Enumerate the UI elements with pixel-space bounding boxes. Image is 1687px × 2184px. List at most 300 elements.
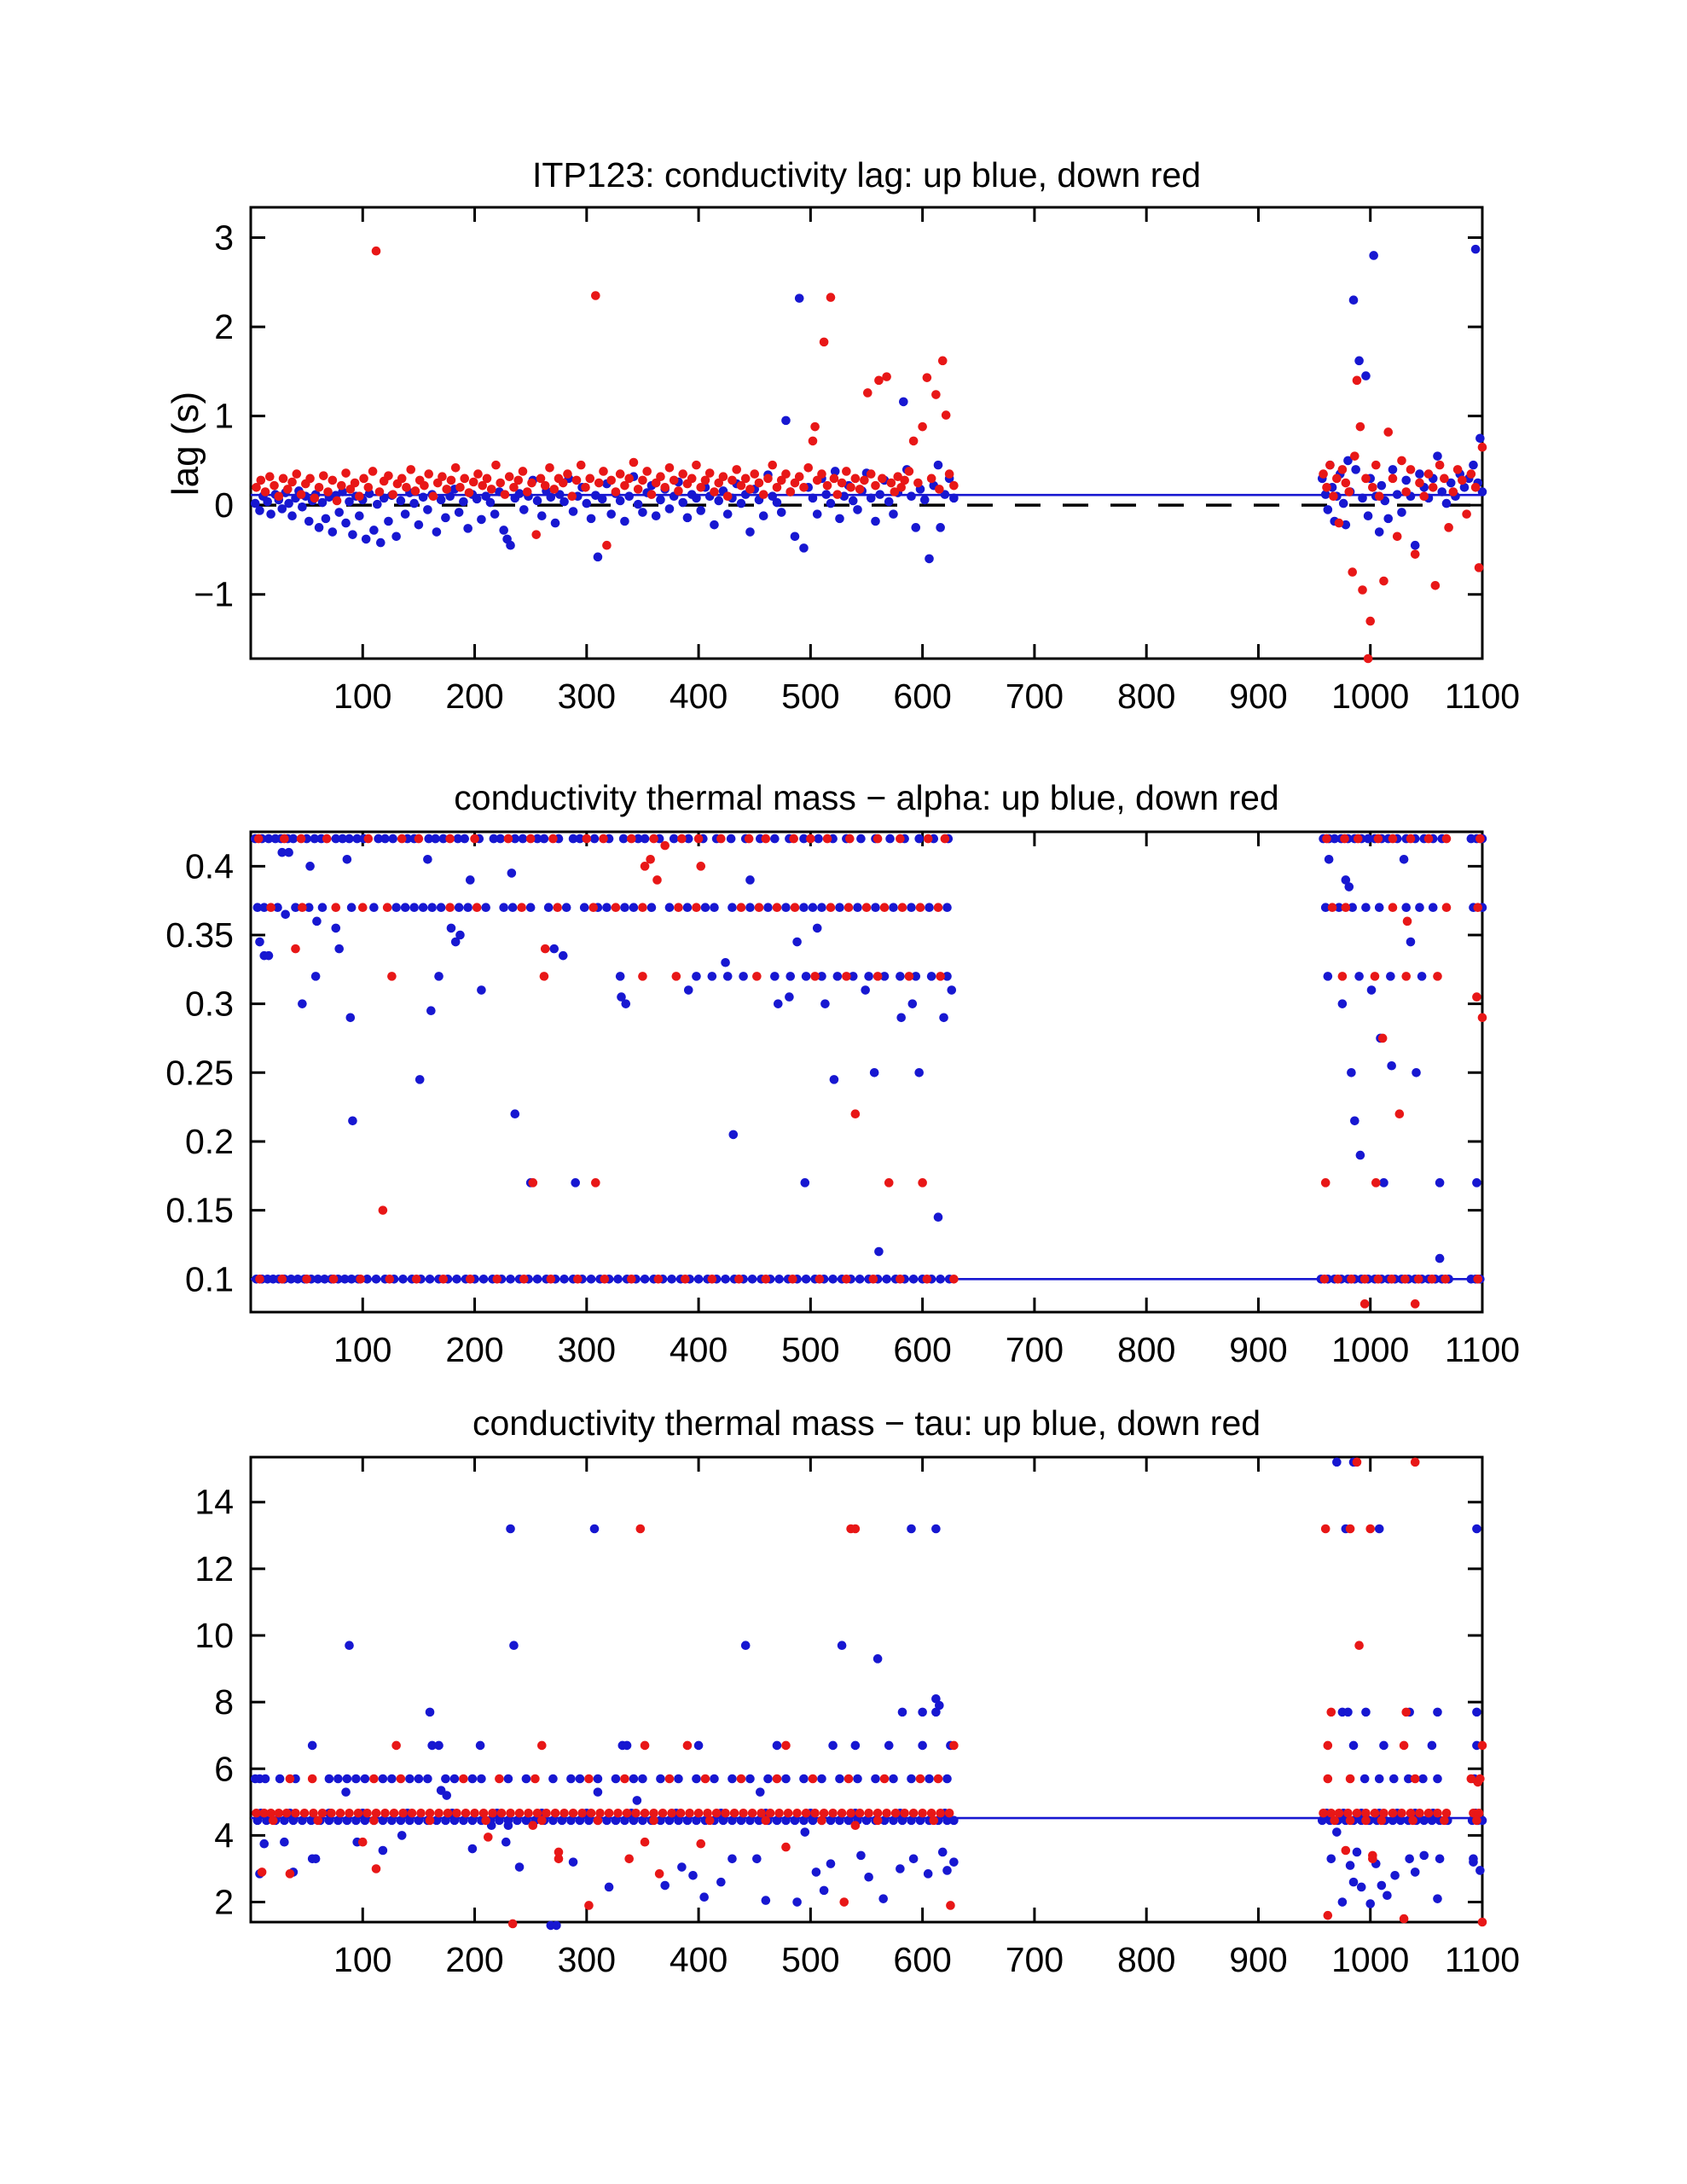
down-marker (1473, 903, 1482, 912)
up-marker (802, 1275, 811, 1284)
down-marker (905, 467, 914, 476)
down-marker (1335, 519, 1344, 528)
down-marker (750, 469, 759, 479)
up-marker (1433, 1708, 1442, 1717)
up-marker (801, 1827, 810, 1837)
down-marker (1365, 617, 1375, 626)
up-marker (511, 1109, 520, 1118)
down-marker (880, 1774, 890, 1784)
down-marker (838, 1809, 847, 1818)
up-marker (763, 1774, 773, 1784)
up-marker (559, 1275, 569, 1284)
up-marker (401, 903, 410, 912)
down-marker (473, 469, 483, 479)
x-tick-label: 800 (1116, 1330, 1176, 1369)
up-marker (459, 497, 468, 507)
x-tick-label: 300 (557, 1940, 617, 1979)
up-marker (914, 834, 924, 844)
up-marker (1406, 938, 1416, 947)
up-marker (633, 1796, 642, 1805)
up-marker (1354, 357, 1364, 366)
down-marker (913, 479, 923, 488)
up-marker (1435, 1178, 1445, 1188)
down-marker (266, 903, 275, 912)
down-marker (638, 972, 647, 981)
down-marker (773, 1774, 782, 1784)
x-tick-label: 900 (1229, 1940, 1288, 1979)
up-marker (379, 1774, 388, 1784)
up-marker (468, 1844, 478, 1854)
down-marker (537, 1816, 547, 1826)
up-marker (594, 1774, 603, 1784)
up-marker (409, 903, 419, 912)
up-marker (1475, 1866, 1485, 1875)
down-marker (380, 1809, 390, 1818)
up-marker (479, 1275, 489, 1284)
down-marker (851, 1525, 861, 1534)
down-marker (638, 476, 647, 485)
down-marker (506, 1809, 515, 1818)
down-marker (461, 1809, 471, 1818)
down-marker (559, 479, 568, 488)
down-marker (687, 474, 697, 484)
down-marker (842, 1275, 851, 1284)
x-tick-label: 800 (1116, 677, 1176, 716)
up-marker (1367, 985, 1377, 995)
down-marker (517, 903, 526, 912)
up-marker (312, 917, 322, 926)
down-marker (1325, 461, 1335, 470)
down-marker (1433, 1809, 1442, 1818)
down-marker (788, 1275, 797, 1284)
up-marker (351, 1774, 361, 1784)
down-marker (406, 465, 415, 474)
down-marker (909, 437, 919, 446)
down-marker (434, 1809, 443, 1818)
down-marker (594, 479, 604, 488)
down-marker (583, 834, 592, 844)
up-marker (455, 508, 464, 517)
up-marker (701, 903, 710, 912)
down-marker (1415, 479, 1424, 488)
down-marker (941, 834, 950, 844)
down-marker (1475, 1774, 1485, 1784)
down-marker (882, 1809, 891, 1818)
up-marker (641, 834, 650, 844)
up-marker (835, 514, 844, 524)
up-marker (792, 1897, 802, 1907)
down-marker (1424, 469, 1434, 479)
down-marker (369, 1816, 379, 1826)
up-marker (1338, 999, 1348, 1008)
up-marker (835, 1774, 844, 1784)
up-marker (748, 1275, 757, 1284)
down-marker (508, 1920, 518, 1929)
up-marker (437, 496, 446, 505)
down-marker (823, 834, 832, 844)
down-marker (936, 1809, 945, 1818)
up-marker (547, 492, 556, 502)
down-marker (685, 1809, 694, 1818)
down-marker (402, 483, 411, 492)
up-marker (499, 526, 508, 535)
up-marker (1393, 490, 1402, 499)
down-marker (302, 1275, 311, 1284)
down-marker (1388, 903, 1398, 912)
down-marker (1324, 1741, 1333, 1751)
down-marker (493, 1275, 502, 1284)
up-marker (684, 985, 693, 995)
down-marker (809, 1774, 818, 1784)
down-marker (734, 1275, 744, 1284)
up-marker (590, 834, 600, 844)
down-marker (918, 1178, 927, 1188)
up-marker (773, 498, 782, 508)
down-marker (810, 422, 820, 432)
up-marker (1437, 487, 1446, 497)
up-marker (1383, 514, 1393, 524)
down-marker (649, 834, 658, 844)
up-marker (853, 505, 862, 514)
down-marker (1324, 1774, 1333, 1784)
down-marker (878, 474, 887, 484)
down-marker (587, 1809, 596, 1818)
up-marker (638, 508, 647, 517)
down-marker (806, 834, 815, 844)
down-marker (1435, 461, 1445, 470)
up-marker (826, 499, 836, 508)
up-marker (728, 1774, 737, 1784)
down-marker (275, 491, 284, 501)
up-marker (333, 1774, 343, 1784)
down-marker (708, 1275, 717, 1284)
up-marker (379, 1846, 388, 1856)
up-marker (343, 1774, 352, 1784)
up-marker (341, 1787, 351, 1797)
down-marker (356, 1275, 365, 1284)
down-marker (495, 1774, 504, 1784)
down-marker (443, 1809, 453, 1818)
down-marker (1475, 563, 1484, 572)
up-marker (499, 903, 508, 912)
down-marker (1473, 1275, 1482, 1284)
down-marker (634, 485, 643, 494)
down-marker (916, 903, 925, 912)
up-marker (620, 517, 629, 526)
up-marker (533, 497, 542, 506)
up-marker (576, 1774, 585, 1784)
down-marker (905, 972, 914, 981)
down-marker (505, 472, 514, 481)
up-marker (885, 834, 895, 844)
up-marker (931, 1708, 941, 1717)
down-marker (1329, 491, 1338, 501)
down-marker (863, 388, 872, 398)
x-tick-label: 300 (557, 1330, 617, 1369)
down-marker (599, 467, 608, 476)
up-marker (949, 494, 959, 503)
up-marker (1469, 1854, 1478, 1863)
up-marker (441, 514, 450, 523)
up-marker (434, 972, 443, 981)
down-marker (319, 471, 328, 480)
down-marker (584, 1774, 594, 1784)
up-marker (670, 834, 679, 844)
up-marker (391, 903, 401, 912)
down-marker (496, 479, 505, 488)
up-marker (1358, 494, 1367, 503)
down-marker (1411, 1458, 1420, 1467)
up-marker (677, 1862, 687, 1872)
down-marker (1353, 1458, 1362, 1467)
down-marker (613, 1809, 623, 1818)
down-marker (391, 1741, 401, 1751)
down-marker (810, 1809, 820, 1818)
down-marker (759, 490, 768, 499)
up-marker (341, 519, 351, 528)
down-marker (279, 474, 288, 484)
alpha-plot (165, 832, 1520, 1369)
up-marker (266, 509, 275, 519)
down-marker (898, 903, 907, 912)
down-marker (270, 481, 279, 491)
up-marker (638, 1774, 647, 1784)
down-marker (1374, 834, 1383, 844)
down-marker (1458, 476, 1467, 485)
up-marker (939, 1013, 948, 1022)
down-marker (415, 834, 424, 844)
up-marker (391, 531, 401, 541)
down-marker (408, 1809, 417, 1818)
down-marker (660, 841, 670, 851)
up-marker (442, 1791, 451, 1800)
up-marker (506, 541, 515, 550)
up-marker (447, 924, 456, 933)
up-marker (889, 509, 898, 519)
down-marker (1400, 1914, 1409, 1924)
down-marker (762, 834, 771, 844)
up-marker (508, 903, 518, 912)
up-marker (791, 531, 800, 541)
down-marker (730, 1809, 739, 1818)
up-marker (1325, 855, 1334, 864)
down-marker (359, 474, 368, 484)
up-marker (1379, 1741, 1388, 1751)
down-marker (1414, 1275, 1423, 1284)
lag-plot (194, 207, 1520, 716)
up-marker (373, 500, 382, 509)
up-marker (727, 834, 736, 844)
down-marker (809, 437, 818, 446)
down-marker (487, 485, 496, 494)
y-tick-label: 0.35 (165, 915, 234, 955)
x-tick-label: 1100 (1444, 1940, 1521, 1979)
up-marker (437, 903, 446, 912)
down-marker (412, 1275, 421, 1284)
y-tick-label: 0.2 (185, 1121, 234, 1161)
down-marker (501, 490, 510, 499)
up-marker (477, 515, 486, 525)
down-marker (1328, 903, 1337, 912)
down-marker (838, 479, 847, 488)
up-marker (1415, 903, 1424, 912)
down-marker (1393, 531, 1402, 541)
up-marker (594, 553, 603, 562)
up-marker (1418, 1774, 1428, 1784)
up-marker (361, 1774, 370, 1784)
down-marker (606, 476, 616, 485)
up-marker (1397, 508, 1406, 517)
up-marker (756, 1787, 765, 1797)
up-marker (925, 1774, 934, 1784)
down-marker (781, 1843, 791, 1852)
up-marker (1472, 1525, 1481, 1534)
up-marker (878, 1894, 888, 1903)
up-marker (264, 951, 274, 961)
down-marker (397, 1774, 406, 1784)
down-marker (696, 862, 705, 871)
down-marker (483, 474, 492, 484)
up-marker (898, 1708, 907, 1717)
up-marker (683, 514, 693, 523)
down-marker (411, 486, 420, 496)
down-marker (1321, 1178, 1330, 1188)
down-marker (602, 541, 612, 550)
y-tick-label: 0.25 (165, 1053, 234, 1093)
down-marker (387, 972, 397, 981)
down-marker (755, 903, 764, 912)
down-marker (524, 1809, 533, 1818)
up-marker (1350, 1116, 1359, 1125)
down-marker (519, 1275, 529, 1284)
up-marker (773, 1741, 782, 1751)
down-marker (1475, 834, 1485, 844)
up-marker (770, 972, 780, 981)
up-marker (1360, 1774, 1370, 1784)
down-marker (1397, 1809, 1406, 1818)
up-marker (311, 972, 321, 981)
down-marker (472, 903, 482, 912)
up-marker (759, 511, 768, 520)
down-marker (762, 1816, 771, 1826)
down-marker (817, 469, 826, 479)
up-marker (284, 848, 293, 857)
up-marker (629, 1774, 639, 1784)
up-marker (934, 1212, 943, 1222)
up-marker (927, 972, 936, 981)
up-marker (463, 524, 472, 533)
down-marker (1401, 1708, 1411, 1717)
up-marker (907, 1525, 916, 1534)
down-marker (927, 474, 936, 484)
down-marker (945, 1809, 954, 1818)
up-marker (415, 1075, 425, 1084)
up-marker (387, 1774, 397, 1784)
down-marker (1403, 917, 1412, 926)
up-marker (1375, 1774, 1384, 1784)
up-marker (1361, 903, 1371, 912)
up-marker (606, 509, 616, 519)
down-marker (732, 465, 741, 474)
down-marker (846, 1809, 855, 1818)
down-marker (737, 1774, 746, 1784)
up-marker (828, 1741, 838, 1751)
down-marker (710, 487, 719, 497)
x-tick-label: 200 (445, 677, 504, 716)
down-marker (945, 469, 954, 479)
up-marker (549, 944, 559, 954)
up-marker (942, 903, 952, 912)
down-marker (830, 474, 839, 484)
up-marker (699, 1892, 709, 1902)
down-marker (1368, 483, 1377, 492)
down-marker (364, 834, 374, 844)
down-marker (438, 472, 447, 481)
up-marker (820, 999, 830, 1008)
down-marker (287, 478, 297, 487)
down-marker (336, 1809, 345, 1818)
down-marker (491, 461, 501, 470)
down-marker (515, 1809, 525, 1818)
down-marker (884, 1178, 894, 1188)
up-marker (507, 868, 517, 878)
y-tick-label: 2 (214, 307, 234, 347)
up-marker (348, 530, 357, 539)
down-marker (451, 463, 461, 473)
up-marker (612, 1774, 621, 1784)
down-marker (470, 1809, 479, 1818)
up-marker (694, 1741, 704, 1751)
up-marker (602, 903, 612, 912)
up-marker (1332, 1458, 1342, 1467)
down-marker (470, 834, 479, 844)
up-marker (1433, 1774, 1442, 1784)
down-marker (397, 834, 407, 844)
up-marker (889, 1774, 898, 1784)
down-marker (1361, 1816, 1371, 1826)
down-marker (1431, 581, 1441, 590)
up-marker (537, 511, 547, 520)
down-marker (942, 410, 951, 420)
up-marker (799, 903, 809, 912)
down-marker (369, 1774, 379, 1784)
x-tick-label: 500 (781, 677, 840, 716)
up-marker (372, 1275, 381, 1284)
up-marker (533, 1275, 542, 1284)
up-marker (692, 972, 701, 981)
up-marker (674, 1774, 683, 1784)
down-marker (426, 1816, 435, 1826)
up-marker (431, 834, 440, 844)
up-marker (1433, 1894, 1442, 1903)
up-marker (716, 1878, 726, 1887)
up-marker (741, 1641, 751, 1650)
up-marker (397, 1831, 407, 1840)
up-marker (936, 1275, 945, 1284)
down-marker (255, 1275, 264, 1284)
up-marker (833, 972, 843, 981)
up-marker (1417, 972, 1427, 981)
down-marker (1356, 422, 1365, 432)
down-marker (523, 487, 532, 497)
up-marker (809, 494, 818, 503)
down-marker (855, 485, 865, 494)
down-marker (681, 1275, 690, 1284)
up-marker (864, 972, 873, 981)
y-tick-label: 4 (214, 1815, 234, 1856)
up-marker (856, 834, 866, 844)
up-marker (334, 944, 344, 954)
